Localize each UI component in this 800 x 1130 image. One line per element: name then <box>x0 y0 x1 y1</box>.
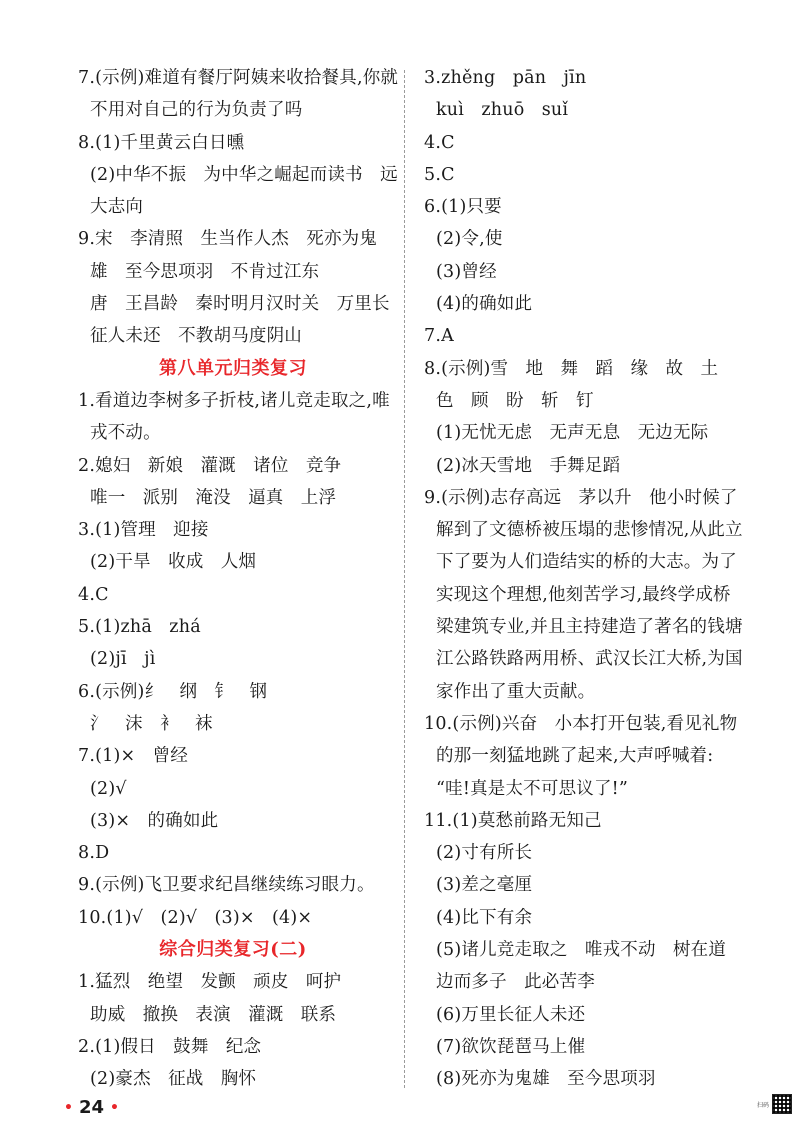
answer-line: (3)差之毫厘 <box>436 875 533 896</box>
answer-line: 8.(1)千里黄云白日曛 <box>78 132 245 153</box>
answer-line: 助威 撤换 表演 灌溉 联系 <box>90 1004 337 1025</box>
answer-line: 唐 王昌龄 秦时明月汉时关 万里长 <box>90 294 390 315</box>
answer-line: 的那一刻猛地跳了起来,大声呼喊着: <box>436 746 714 767</box>
answer-line: 氵 沫 衤 袜 <box>90 713 213 734</box>
answer-line: 1.猛烈 绝望 发颤 顽皮 呵护 <box>78 972 342 993</box>
answer-line: 4.C <box>424 132 455 153</box>
answer-line: 7.(示例)难道有餐厅阿姨来收拾餐具,你就 <box>78 68 399 88</box>
answer-line: 8.D <box>78 843 110 864</box>
answer-line: 10.(示例)兴奋 小本打开包装,看见礼物 <box>424 713 738 734</box>
answer-line: (2)寸有所长 <box>436 843 533 864</box>
column-divider <box>404 70 405 1088</box>
qr-code[interactable] <box>757 1094 792 1114</box>
answer-line: 不用对自己的行为负责了吗 <box>90 100 303 121</box>
answer-line: (2)令,使 <box>436 229 503 250</box>
section-heading: 第八单元归类复习 <box>159 357 307 379</box>
answer-line: (2)冰天雪地 手舞足蹈 <box>436 455 621 476</box>
answer-line: 2.(1)假日 鼓舞 纪念 <box>78 1036 262 1057</box>
answer-line: (2)中华不振 为中华之崛起而读书 远 <box>90 164 398 185</box>
answer-line: (2)豪杰 征战 胸怀 <box>90 1069 257 1090</box>
answer-line: 边而多子 此必苦李 <box>436 972 595 993</box>
answer-line: 7.(1)× 曾经 <box>78 746 189 767</box>
answer-line: 下了要为人们造结实的桥的大志。为了 <box>436 552 737 573</box>
answer-line: (2)干旱 收成 人烟 <box>90 552 257 573</box>
answer-line: (7)欲饮琵琶马上催 <box>436 1036 586 1057</box>
answer-line: “哇!真是太不可思议了!” <box>436 778 629 799</box>
answer-line: (8)死亦为鬼雄 至今思项羽 <box>436 1069 656 1090</box>
answer-line: (2)jī jì <box>90 649 156 670</box>
right-answer-column <box>424 62 754 1096</box>
answer-line: 3.(1)管理 迎接 <box>78 520 209 541</box>
answer-line: 9.宋 李清照 生当作人杰 死亦为鬼 <box>78 229 378 250</box>
qr-code-icon[interactable] <box>772 1094 792 1114</box>
answer-line: (3)× 的确如此 <box>90 810 219 831</box>
section-heading: 综合归类复习(二) <box>159 939 307 961</box>
answer-line: kuì zhuō suǐ <box>436 100 569 121</box>
answer-line: 9.(示例)飞卫要求纪昌继续练习眼力。 <box>78 875 375 896</box>
answer-line: (3)曾经 <box>436 261 497 282</box>
answer-line: (4)比下有余 <box>436 907 533 928</box>
answer-line: 9.(示例)志存高远 茅以升 他小时候了 <box>424 487 738 508</box>
answer-line: (4)的确如此 <box>436 294 533 315</box>
answer-line: 7.A <box>424 326 454 347</box>
answer-line: 唯一 派别 淹没 逼真 上浮 <box>90 487 337 508</box>
answer-line: 解到了文德桥被压塌的悲惨情况,从此立 <box>436 520 743 541</box>
answer-line: 家作出了重大贡献。 <box>436 681 596 702</box>
answer-line: 11.(1)莫愁前路无知己 <box>424 810 602 831</box>
answer-line: 8.(示例)雪 地 舞 蹈 缘 故 土 <box>424 358 719 379</box>
answer-line: 雄 至今思项羽 不肯过江东 <box>90 261 320 282</box>
answer-line: 1.看道边李树多子折枝,诸儿竞走取之,唯 <box>78 390 390 411</box>
answer-line: 江公路铁路两用桥、武汉长江大桥,为国 <box>436 649 743 670</box>
answer-line: (2)√ <box>90 778 127 799</box>
bullet-left: • <box>64 1099 73 1116</box>
answer-line: 实现这个理想,他刻苦学习,最终学成桥 <box>436 584 731 605</box>
bullet-right: • <box>110 1099 119 1116</box>
answer-line: 5.C <box>424 164 455 185</box>
answer-line: 2.媳妇 新娘 灌溉 诸位 竞争 <box>78 455 342 476</box>
answer-line: 梁建筑专业,并且主持建造了著名的钱塘 <box>436 617 743 638</box>
qr-label: 扫码 <box>756 1101 769 1109</box>
answer-line: 征人未还 不教胡马度阴山 <box>90 326 302 347</box>
answer-line: 3.zhěng pān jīn <box>424 68 587 88</box>
answer-line: (5)诸儿竞走取之 唯戎不动 树在道 <box>436 940 727 961</box>
answer-line: 戎不动。 <box>90 423 161 444</box>
answer-line: (6)万里长征人未还 <box>436 1004 586 1025</box>
answer-line: 6.(1)只要 <box>424 197 502 218</box>
answer-line: 色 顾 盼 斩 钉 <box>436 390 594 411</box>
answer-line: 大志向 <box>90 197 144 218</box>
answer-line: 10.(1)√ (2)√ (3)× (4)× <box>78 907 313 928</box>
answer-line: 4.C <box>78 584 109 605</box>
answer-line: 6.(示例)纟 纲 钅 钢 <box>78 681 268 702</box>
page-number-value: 24 <box>78 1097 105 1118</box>
page-number <box>64 1097 119 1118</box>
left-answer-column <box>78 62 399 1096</box>
answer-line: (1)无忧无虑 无声无息 无边无际 <box>436 423 709 444</box>
answer-line: 5.(1)zhā zhá <box>78 617 201 638</box>
